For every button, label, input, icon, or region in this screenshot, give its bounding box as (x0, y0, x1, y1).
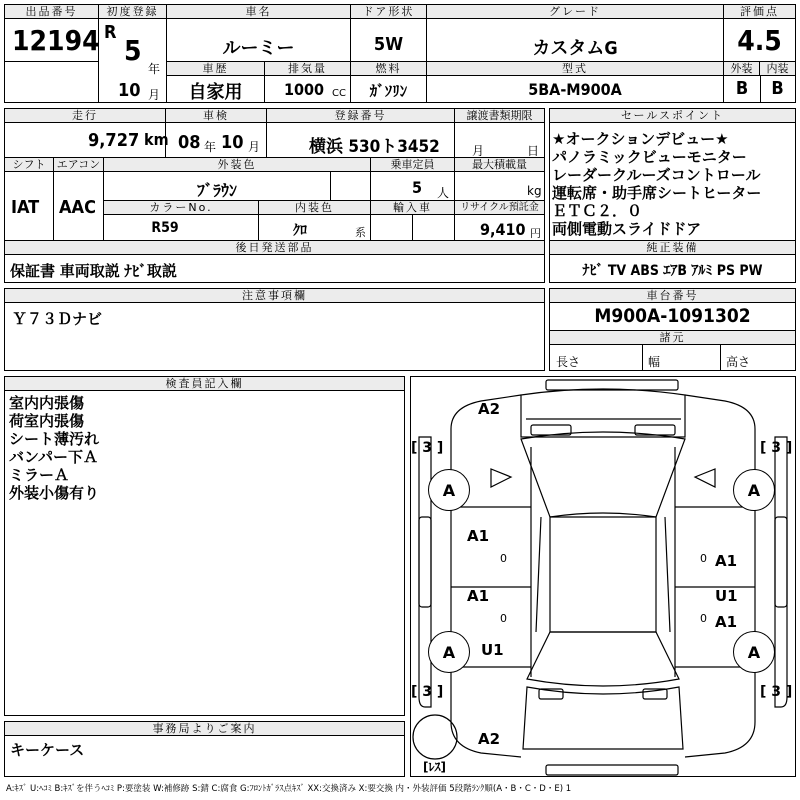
capacity-label: 乗車定員 (371, 158, 454, 172)
fuel-label: 燃料 (351, 62, 426, 76)
fuel: ｶﾞｿﾘﾝ (369, 82, 408, 100)
sales-point: 運転席・助手席シートヒーター (552, 184, 762, 202)
capacity-unit: 人 (437, 186, 450, 200)
first-reg-year: 5 (124, 34, 142, 67)
inspection-year-unit: 年 (204, 140, 217, 154)
plate-label: 登録番号 (267, 109, 454, 123)
inspector-line: 荷室内張傷 (9, 412, 85, 430)
month-unit: 月 (148, 88, 161, 102)
damage-right-rear-u1: U1 (715, 587, 738, 605)
grade-label: グレード (427, 5, 723, 19)
inspector-line: ミラーＡ (9, 466, 70, 484)
transfer-label: 譲渡書類期限 (455, 109, 544, 123)
import-label: 輸入車 (371, 201, 454, 215)
sales-label: セールスポイント (550, 109, 795, 123)
displacement: 1000 (284, 80, 325, 99)
door-label: ドア形状 (351, 5, 426, 19)
year-unit: 年 (148, 62, 161, 76)
damage-a2-bottom: A2 (478, 730, 501, 748)
name-label: 車名 (167, 5, 350, 19)
zero-mark: 0 (700, 552, 707, 565)
office-note: キーケース (10, 741, 85, 759)
shift-label: シフト (5, 158, 53, 172)
glass-front-right: [ 3 ] (760, 440, 793, 456)
spec-length: 長さ (556, 355, 581, 369)
recycle-label: リサイクル預託金 (455, 201, 544, 215)
inspector-line: 室内内張傷 (9, 394, 85, 412)
ac-label: エアコン (54, 158, 103, 172)
displacement-label: 排気量 (265, 62, 350, 76)
km-unit: km (144, 130, 169, 149)
tire-front-right: A (733, 469, 775, 511)
notes-label: 注意事項欄 (5, 289, 544, 303)
inspector-notes (9, 394, 99, 502)
era: R (104, 22, 117, 43)
spare-tire-label: [ﾚｽ] (423, 760, 446, 774)
color-no: R59 (151, 220, 179, 236)
sales-point: 両側電動スライドドア (552, 220, 702, 238)
inspector-line: シート薄汚れ (9, 430, 100, 448)
spec-height: 高さ (726, 355, 751, 369)
car-diagram (410, 376, 796, 777)
mileage-label: 走行 (5, 109, 165, 123)
first-reg-month: 10 (118, 80, 141, 101)
interior-color-suffix: 系 (355, 226, 366, 239)
exterior-label: 外装 (724, 62, 760, 76)
inspector-line: 外装小傷有り (9, 484, 100, 502)
color-label: 外装色 (104, 158, 370, 172)
sales-points (552, 130, 794, 238)
load-label: 最大積載量 (455, 158, 544, 172)
legend: A:ｷｽﾞ U:ﾍｺﾐ B:ｷｽﾞを伴うﾍｺﾐ P:要塗装 W:補修跡 S:錆 C:腐食 G:ﾌﾛﾝﾄｶﾞﾗｽ点ｷｽﾞ XX:交換済み X:要交換 内・外装評価 5段階ﾗﾝｸ順(A・B・C・D・E) 1 (6, 784, 572, 794)
glass-front-left: [ 3 ] (411, 440, 444, 456)
damage-left-rear-u1: U1 (481, 641, 504, 659)
inspection-month-unit: 月 (248, 140, 261, 154)
sales-point: ★オークションデビュー★ (552, 130, 729, 148)
office-label: 事務局よりご案内 (5, 722, 404, 736)
exterior-color: ﾌﾞﾗｳﾝ (196, 181, 237, 200)
spec-width: 幅 (648, 355, 661, 369)
inspection-year: 08 (178, 132, 201, 153)
capacity: 5 (412, 178, 423, 197)
damage-left-front-door: A1 (467, 527, 490, 545)
model: 5BA-M900A (528, 80, 622, 99)
score: 4.5 (737, 24, 782, 57)
model-label: 型式 (427, 62, 723, 76)
damage-right-rear-a1: A1 (715, 613, 738, 631)
equipment: ﾅﾋﾞ TV ABS ｴｱB ｱﾙﾐ PS PW (582, 263, 763, 279)
spec-label: 諸元 (550, 331, 795, 345)
inspection-label: 車検 (166, 109, 266, 123)
shift: IAT (11, 197, 40, 218)
color-no-label: カラーNo. (104, 201, 258, 215)
cc-unit: CC (332, 88, 346, 99)
lot-number: 12194 (12, 24, 100, 57)
history-label: 車歴 (167, 62, 264, 76)
interior-score: B (771, 78, 784, 99)
mileage: 9,727 (88, 130, 140, 151)
car-name: ルーミー (222, 38, 295, 59)
sales-point: ＥＴＣ２．０ (552, 202, 643, 220)
score-label: 評価点 (724, 5, 795, 19)
recycle-unit: 円 (530, 227, 541, 240)
tire-rear-left: A (428, 631, 470, 673)
recycle: 9,410 (480, 220, 526, 239)
grade: カスタムG (532, 38, 618, 59)
zero-mark: 0 (500, 612, 507, 625)
inspection-month: 10 (221, 132, 244, 153)
transfer-day: 日 (527, 144, 540, 158)
interior-color: ｸﾛ (293, 223, 307, 239)
sales-point: レーダークルーズコントロール (552, 166, 761, 184)
history: 自家用 (188, 82, 243, 103)
after-label: 後日発送部品 (5, 241, 544, 255)
inspector-label: 検査員記入欄 (5, 377, 404, 391)
interior-label: 内装 (760, 62, 795, 76)
zero-mark: 0 (700, 612, 707, 625)
plate-number: 横浜 530ト3452 (309, 137, 440, 157)
load-unit: kg (527, 184, 542, 198)
tire-front-left: A (428, 469, 470, 511)
glass-rear-left: [ 3 ] (411, 684, 444, 700)
after-parts: 保証書 車両取説 ﾅﾋﾞ取説 (10, 262, 177, 280)
damage-left-rear-door: A1 (467, 587, 490, 605)
chassis-number: M900A-1091302 (594, 305, 751, 327)
first-reg-label: 初度登録 (99, 5, 166, 19)
damage-a2-top: A2 (478, 400, 501, 418)
tire-rear-right: A (733, 631, 775, 673)
transfer-month: 月 (472, 144, 485, 158)
door-type: 5W (373, 34, 404, 55)
inspector-line: バンパー下Ａ (9, 448, 98, 466)
equipment-label: 純正装備 (550, 241, 795, 255)
lot-label: 出品番号 (5, 5, 98, 19)
ac: AAC (59, 197, 96, 218)
notes: Ｙ７３Ｄナビ (12, 310, 103, 328)
sales-point: パノラミックビューモニター (552, 148, 747, 166)
glass-rear-right: [ 3 ] (760, 684, 793, 700)
car-outline (411, 377, 795, 776)
damage-right-front-door: A1 (715, 552, 738, 570)
int-color-label: 内装色 (259, 201, 370, 215)
chassis-label: 車台番号 (550, 289, 795, 303)
zero-mark: 0 (500, 552, 507, 565)
exterior-score: B (735, 78, 749, 99)
